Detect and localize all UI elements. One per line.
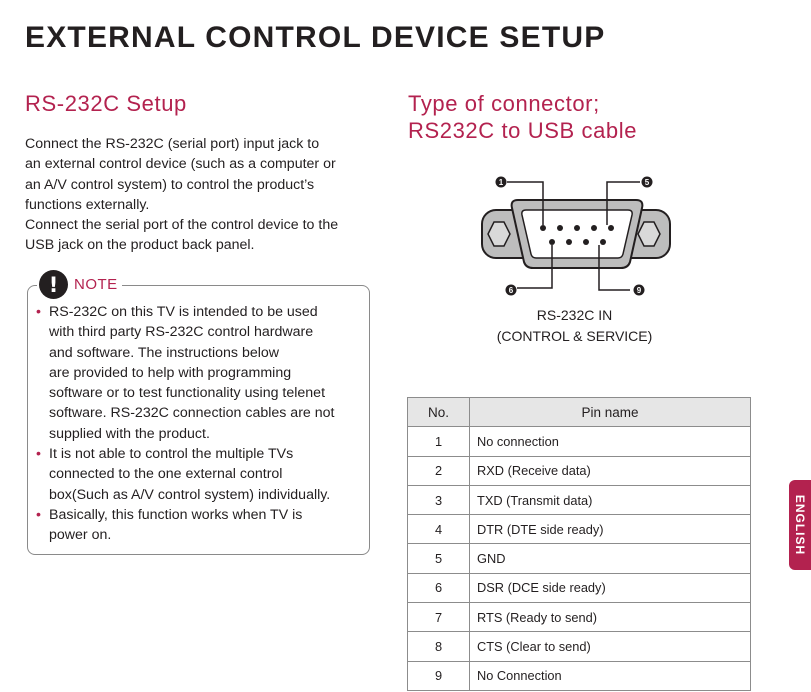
pin-name: DSR (DCE side ready)	[470, 573, 751, 602]
pin-number: 6	[408, 573, 470, 602]
text-line: RS-232C on this TV is intended to be used	[49, 304, 318, 320]
text-line: Connect the serial port of the control device to the	[25, 217, 339, 234]
callout-number: 5	[644, 178, 650, 187]
pin-6	[549, 239, 555, 245]
text-line: functions externally.	[25, 196, 150, 213]
pin-name: No connection	[470, 427, 751, 456]
setup-description	[25, 134, 385, 256]
pin-1	[540, 225, 546, 231]
connector-heading	[408, 90, 637, 144]
note-header	[37, 270, 122, 299]
text-line: RS-232C IN	[536, 307, 613, 323]
pin-name: TXD (Transmit data)	[470, 485, 751, 514]
table-row	[408, 661, 751, 690]
text-line: It is not able to control the multiple TVs	[49, 446, 294, 463]
exclamation-icon: !	[39, 270, 68, 299]
text-line: USB jack on the product back panel.	[25, 237, 255, 254]
pin-number: 1	[408, 427, 470, 456]
text-line: an external control device (such as a computer or	[25, 156, 336, 173]
text-line: RS232C to USB cable	[408, 118, 638, 143]
connector-caption	[472, 305, 677, 346]
setup-paragraph-2	[25, 215, 385, 256]
table-row	[408, 603, 751, 632]
pin-4	[591, 225, 597, 231]
pin-table	[407, 397, 751, 691]
table-row	[408, 456, 751, 485]
text-line: with third party RS-232C control hardware	[49, 324, 314, 341]
pin-number: 7	[408, 603, 470, 632]
text-line: an A/V control system) to control the product’s	[25, 176, 315, 193]
pin-number: 5	[408, 544, 470, 573]
text-line: connected to the one external control	[49, 466, 283, 483]
table-row	[408, 427, 751, 456]
table-row	[408, 544, 751, 573]
callout-9	[634, 285, 645, 296]
pin-7	[566, 239, 572, 245]
table-row	[408, 485, 751, 514]
text-line: and software. The instructions below	[49, 344, 280, 361]
setup-paragraph-1	[25, 134, 385, 215]
note-list	[36, 302, 361, 546]
text-line: (CONTROL & SERVICE)	[496, 327, 653, 344]
text-line: Type of connector;	[408, 91, 600, 116]
pin-9	[600, 239, 606, 245]
pin-2	[557, 225, 563, 231]
pin-name: DTR (DTE side ready)	[470, 515, 751, 544]
callout-5	[642, 177, 653, 188]
text-line: power on.	[49, 527, 112, 544]
table-row	[408, 632, 751, 661]
text-line: software or to test functionality using telenet	[49, 385, 326, 402]
callout-number: 9	[636, 286, 642, 295]
pin-number: 8	[408, 632, 470, 661]
text-line: Connect the RS-232C (serial port) input jack to	[25, 136, 320, 152]
note-item	[36, 302, 361, 444]
note-item	[36, 444, 361, 505]
callout-number: 1	[498, 178, 504, 187]
table-row	[408, 515, 751, 544]
pin-name: RTS (Ready to send)	[470, 603, 751, 632]
text-line: Basically, this function works when TV is	[49, 506, 303, 523]
language-tab-label: ENGLISH	[793, 494, 807, 556]
table-row	[408, 573, 751, 602]
column-header-no: No.	[408, 398, 470, 427]
connector-face	[522, 210, 632, 258]
callout-number: 6	[508, 286, 514, 295]
callout-6	[506, 285, 517, 296]
rs232c-connector-diagram	[478, 170, 678, 300]
pin-number: 3	[408, 485, 470, 514]
pin-number: 4	[408, 515, 470, 544]
pin-5	[608, 225, 614, 231]
pin-name: GND	[470, 544, 751, 573]
column-header-pin-name: Pin name	[470, 398, 751, 427]
text-line: are provided to help with programming	[49, 364, 292, 381]
text-line: software. RS-232C connection cables are not	[49, 405, 335, 422]
pin-name: No Connection	[470, 661, 751, 690]
table-header-row	[408, 398, 751, 427]
callout-1	[496, 177, 507, 188]
note-label: NOTE	[74, 276, 118, 293]
page-title: EXTERNAL CONTROL DEVICE SETUP	[25, 21, 606, 54]
pin-8	[583, 239, 589, 245]
text-line: supplied with the product.	[49, 425, 210, 442]
text-line: box(Such as A/V control system) individually.	[49, 486, 331, 503]
pin-number: 2	[408, 456, 470, 485]
pin-number: 9	[408, 661, 470, 690]
pin-name: CTS (Clear to send)	[470, 632, 751, 661]
language-tab[interactable]	[789, 480, 811, 570]
setup-heading: RS-232C Setup	[25, 91, 187, 116]
note-item	[36, 505, 361, 546]
pin-3	[574, 225, 580, 231]
pin-name: RXD (Receive data)	[470, 456, 751, 485]
